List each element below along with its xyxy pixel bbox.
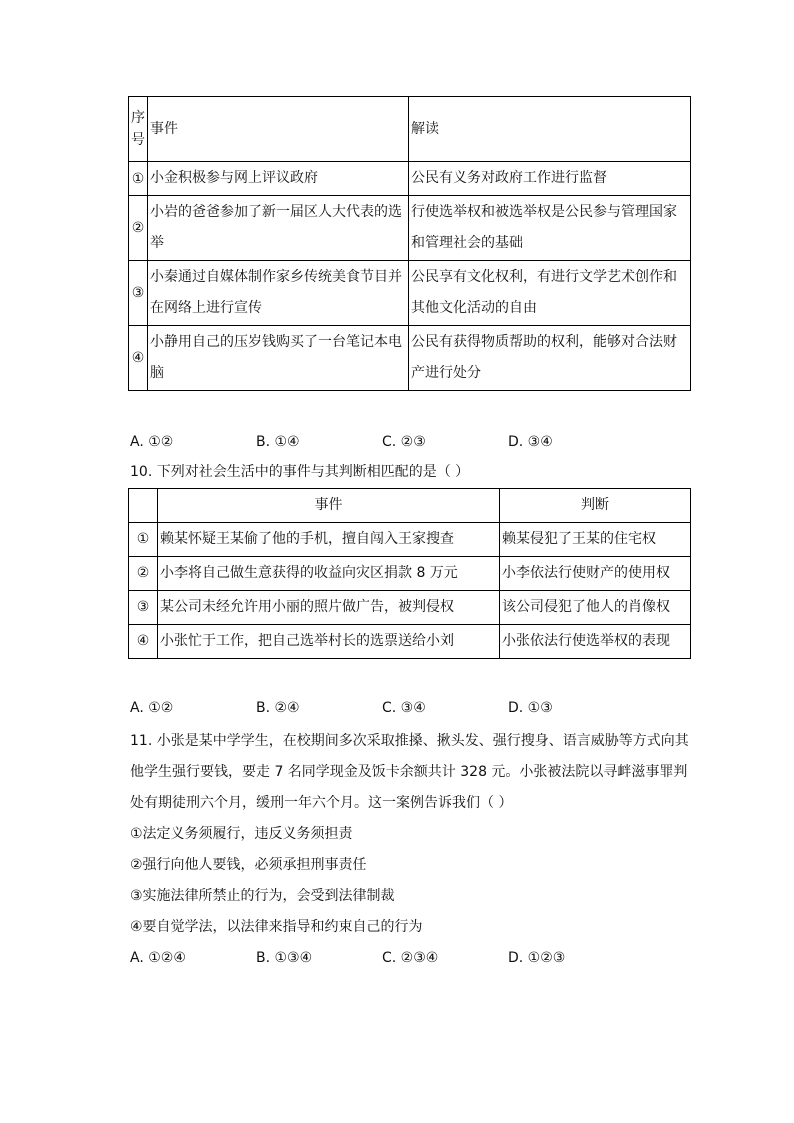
table-row: [129, 326, 691, 391]
row-judgment: 该公司侵犯了他人的肖像权: [500, 591, 691, 625]
q11-item: ③实施法律所禁止的行为，会受到法律制裁: [130, 888, 395, 904]
table-row: [129, 196, 691, 261]
row-event: 小静用自己的压岁钱购买了一台笔记本电脑: [148, 326, 409, 391]
row-reading: 行使选举权和被选举权是公民参与管理国家和管理社会的基础: [409, 196, 691, 261]
q11-item: ②强行向他人要钱，必须承担刑事责任: [130, 857, 367, 873]
option-d[interactable]: D. ①②③: [508, 950, 566, 966]
row-event: 小金积极参与网上评议政府: [148, 162, 409, 196]
q10-stem: 10. 下列对社会生活中的事件与其判断相匹配的是（ ）: [130, 464, 470, 480]
table-header-row: [129, 489, 691, 523]
header-event: 事件: [158, 489, 500, 523]
q11-item: ①法定义务须履行，违反义务须担责: [130, 826, 353, 842]
header-event: 事件: [148, 97, 409, 162]
table-row: [129, 625, 691, 659]
table-row: [129, 162, 691, 196]
row-event: 小秦通过自媒体制作家乡传统美食节目并在网络上进行宣传: [148, 261, 409, 326]
header-reading: 解读: [409, 97, 691, 162]
row-number: ①: [129, 162, 148, 196]
row-judgment: 赖某侵犯了王某的住宅权: [500, 523, 691, 557]
header-judgment: 判断: [500, 489, 691, 523]
q11-item: ④要自觉学法，以法律来指导和约束自己的行为: [130, 919, 423, 935]
row-judgment: 小李依法行使财产的使用权: [500, 557, 691, 591]
q9-options: [130, 432, 690, 452]
row-event: 赖某怀疑王某偷了他的手机，擅自闯入王家搜查: [158, 523, 500, 557]
row-number: ①: [129, 523, 158, 557]
row-event: 小张忙于工作，把自己选举村长的选票送给小刘: [158, 625, 500, 659]
table-row: [129, 591, 691, 625]
row-number: ④: [129, 625, 158, 659]
q10-options: [130, 698, 690, 718]
judgment-table: [128, 488, 691, 659]
row-number: ③: [129, 261, 148, 326]
table-row: [129, 523, 691, 557]
row-reading: 公民有义务对政府工作进行监督: [409, 162, 691, 196]
q11-options: [130, 948, 690, 968]
option-c[interactable]: C. ②③④: [382, 950, 439, 966]
option-c[interactable]: C. ②③: [382, 434, 426, 450]
option-a[interactable]: A. ①②④: [130, 950, 186, 966]
header-number: [129, 489, 158, 523]
option-b[interactable]: B. ①③④: [256, 950, 313, 966]
option-a[interactable]: A. ①②: [130, 434, 174, 450]
row-reading: 公民有获得物质帮助的权利，能够对合法财产进行处分: [409, 326, 691, 391]
row-event: 小李将自己做生意获得的收益向灾区捐款 8 万元: [158, 557, 500, 591]
table-header-row: [129, 97, 691, 162]
row-judgment: 小张依法行使选举权的表现: [500, 625, 691, 659]
row-number: ③: [129, 591, 158, 625]
option-b[interactable]: B. ①④: [256, 434, 300, 450]
row-reading: 公民享有文化权利，有进行文学艺术创作和其他文化活动的自由: [409, 261, 691, 326]
row-number: ②: [129, 557, 158, 591]
row-event: 小岩的爸爸参加了新一届区人大代表的选举: [148, 196, 409, 261]
header-number-text: 序号: [131, 110, 145, 148]
row-number: ②: [129, 196, 148, 261]
option-a[interactable]: A. ①②: [130, 700, 174, 716]
row-number: ④: [129, 326, 148, 391]
table-row: [129, 261, 691, 326]
header-number: [129, 97, 148, 162]
option-d[interactable]: D. ①③: [508, 700, 553, 716]
option-b[interactable]: B. ②④: [256, 700, 300, 716]
option-c[interactable]: C. ③④: [382, 700, 426, 716]
table-row: [129, 557, 691, 591]
q11-stem: 11. 小张是某中学学生，在校期间多次采取推搡、揪头发、强行搜身、语言威胁等方式向其他学生强行要钱，要走 7 名同学现金及饭卡余额共计 328 元。小张被法院以寻衅滋事罪判处有期徒刑六个月，缓刑一年六个月。这一案例告诉我们（ ）: [130, 733, 689, 811]
row-event: 某公司未经允许用小丽的照片做广告，被判侵权: [158, 591, 500, 625]
rights-events-table: [128, 96, 691, 391]
option-d[interactable]: D. ③④: [508, 434, 553, 450]
